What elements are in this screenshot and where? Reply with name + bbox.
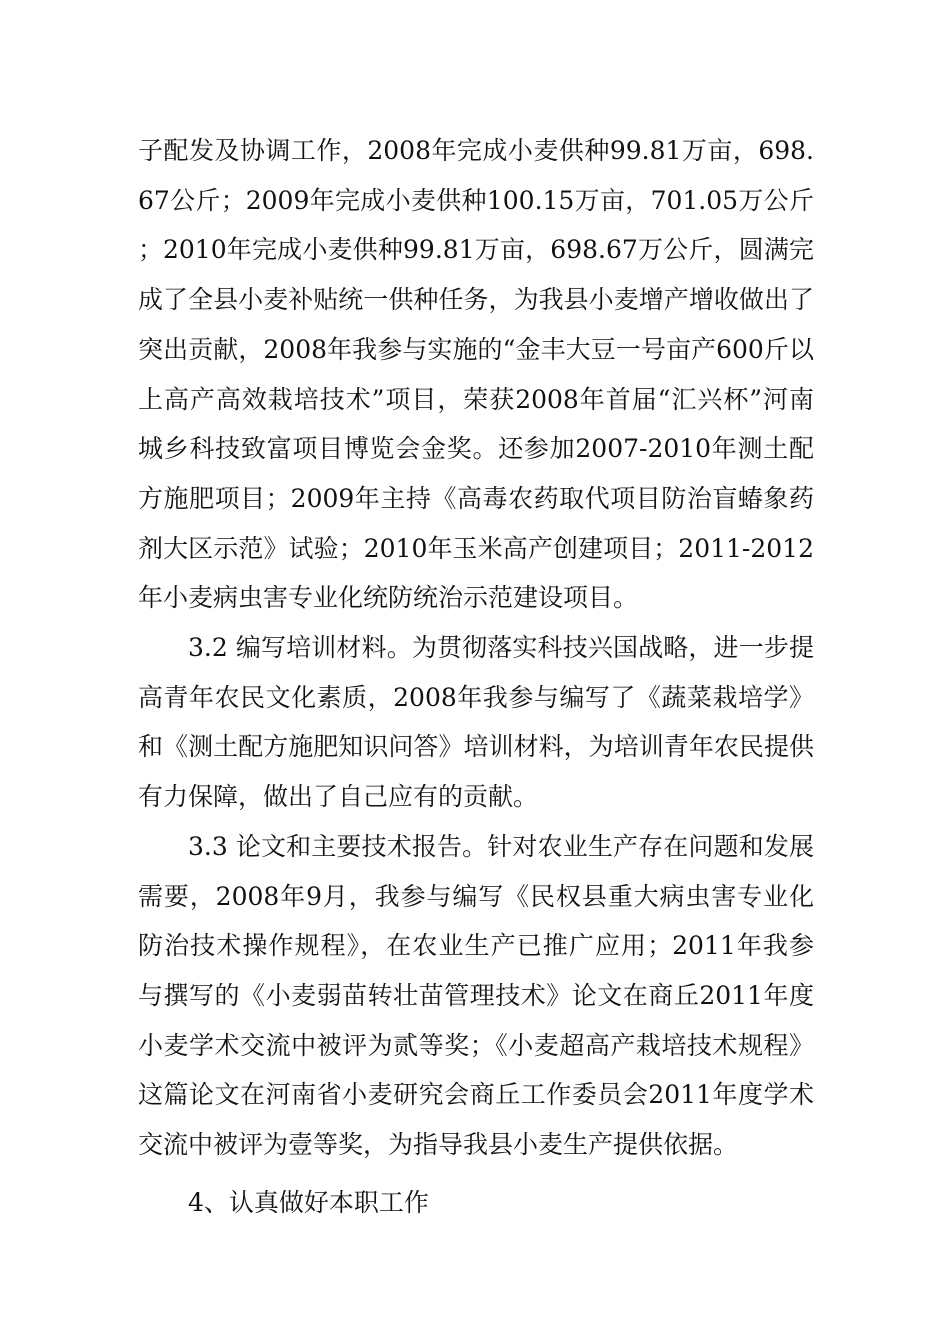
document-body: [138, 126, 814, 1227]
section-heading-duties: 4、认真做好本职工作: [188, 1187, 429, 1217]
body-paragraph-papers-reports: 3.3 论文和主要技术报告。针对农业生产存在问题和发展需要，2008年9月，我参与编写《民权县重大病虫害专业化防治技术操作规程》，在农业生产已推广应用；2011年我参与撰写的《小麦弱苗转壮苗管理技术》论文在商丘2011年度小麦学术交流中被评为贰等奖；《小麦超高产栽培技术规程》这篇论文在河南省小麦研究会商丘工作委员会2011年度学术交流中被评为壹等奖，为指导我县小麦生产提供依据。: [138, 831, 814, 1160]
body-paragraph-supply-work: 子配发及协调工作，2008年完成小麦供种99.81万亩，698.67公斤；2009年完成小麦供种100.15万亩，701.05万公斤；2010年完成小麦供种99.81万亩，698.67万公斤，圆满完成了全县小麦补贴统一供种任务，为我县小麦增产增收做出了突出贡献，2008年我参与实施的“金丰大豆一号亩产600斤以上高产高效栽培技术”项目，荣获2008年首届“汇兴杯”河南城乡科技致富项目博览会金奖。还参加2007-2010年测土配方施肥项目；2009年主持《高毒农药取代项目防治盲蝽象药剂大区示范》试验；2010年玉米高产创建项目；2011-2012年小麦病虫害专业化统防统治示范建设项目。: [138, 136, 814, 613]
body-paragraph-training-materials: 3.2 编写培训材料。为贯彻落实科技兴国战略，进一步提高青年农民文化素质，2008年我参与编写了《蔬菜栽培学》和《测土配方施肥知识问答》培训材料，为培训青年农民提供有力保障，做出了自己应有的贡献。: [138, 633, 814, 812]
